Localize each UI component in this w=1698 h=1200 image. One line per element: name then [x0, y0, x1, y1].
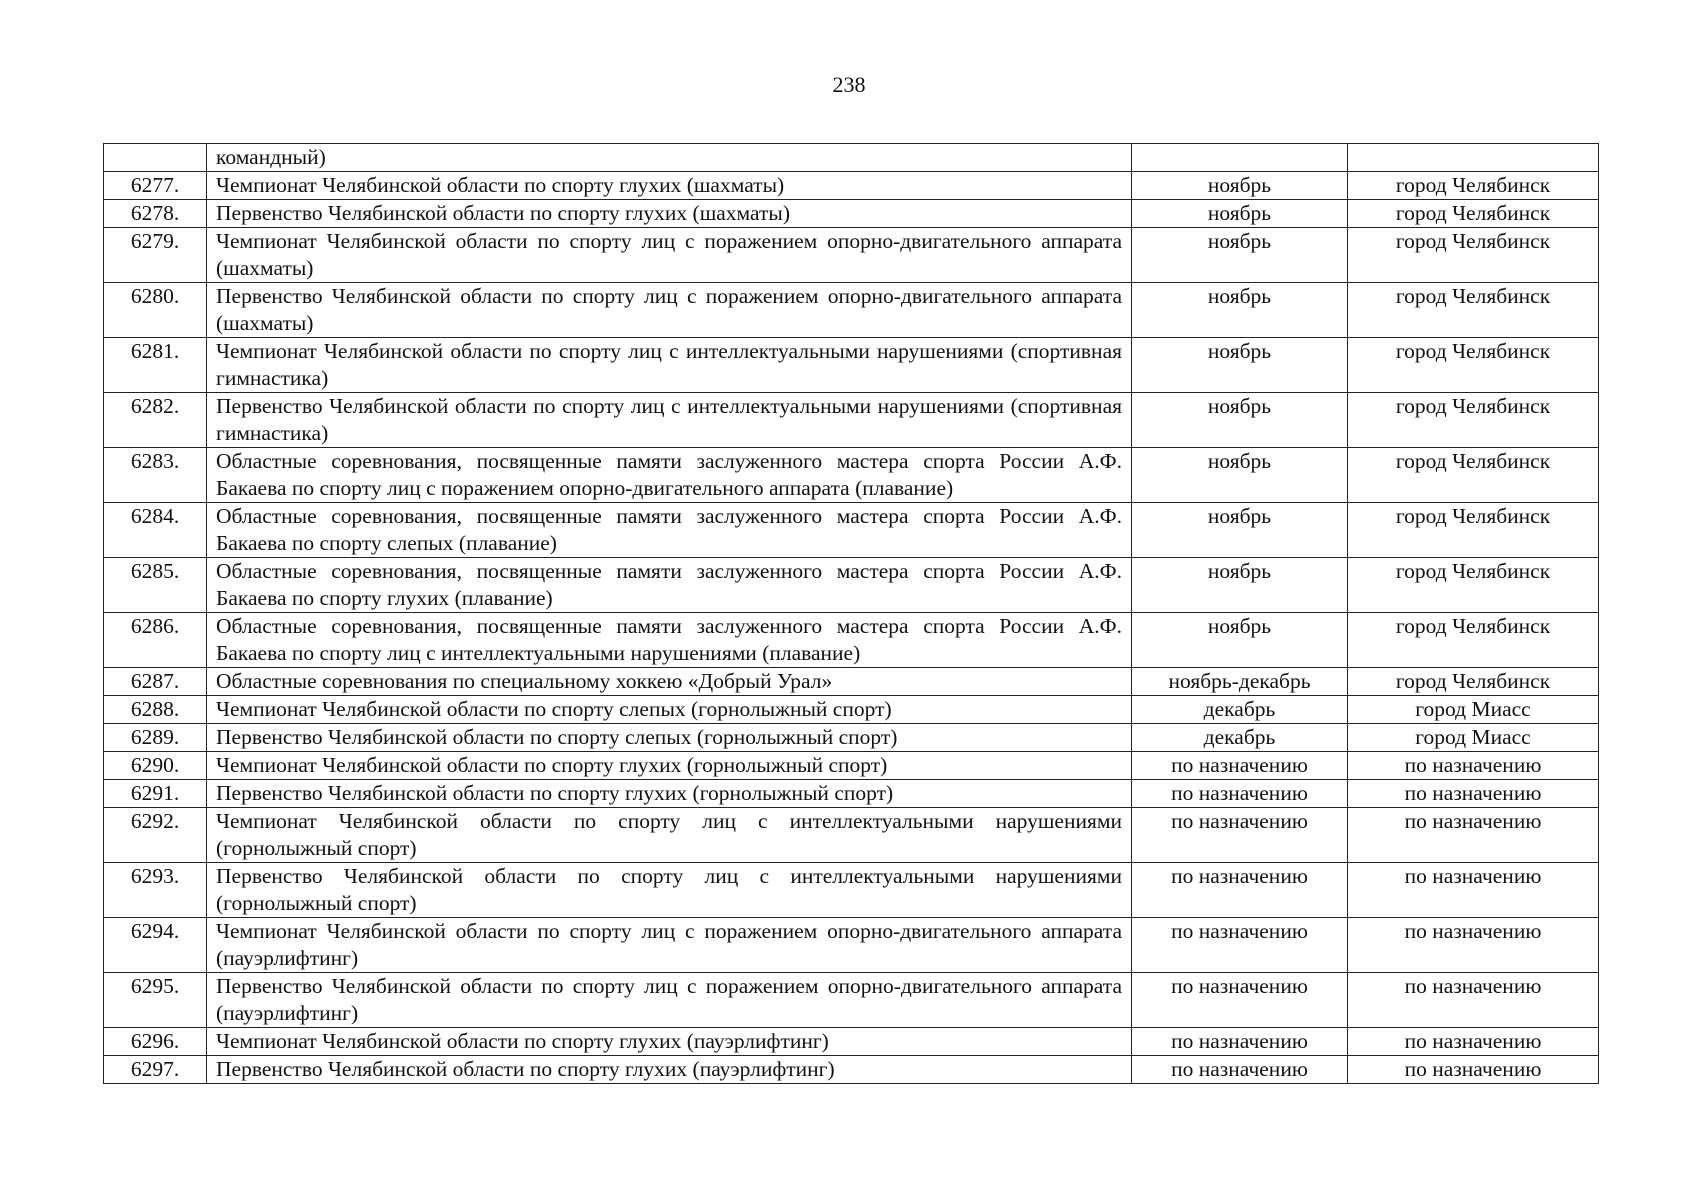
row-number-cell: 6285.: [104, 558, 207, 613]
event-date-cell: по назначению: [1132, 918, 1348, 973]
event-date-cell: ноябрь-декабрь: [1132, 668, 1348, 696]
event-date-cell: [1132, 144, 1348, 172]
table-row: [104, 808, 1599, 863]
table-row: [104, 503, 1599, 558]
events-table-body: [104, 144, 1599, 1084]
event-name-cell: Чемпионат Челябинской области по спорту слепых (горнолыжный спорт): [207, 696, 1132, 724]
event-name-cell: Областные соревнования по специальному хоккею «Добрый Урал»: [207, 668, 1132, 696]
event-place-cell: город Миасс: [1348, 724, 1599, 752]
event-place-cell: город Челябинск: [1348, 503, 1599, 558]
row-number-cell: 6289.: [104, 724, 207, 752]
event-name-cell: Чемпионат Челябинской области по спорту глухих (шахматы): [207, 172, 1132, 200]
event-place-cell: по назначению: [1348, 1028, 1599, 1056]
table-row: [104, 228, 1599, 283]
row-number-cell: 6295.: [104, 973, 207, 1028]
table-row: [104, 393, 1599, 448]
row-number-cell: 6287.: [104, 668, 207, 696]
event-date-cell: декабрь: [1132, 696, 1348, 724]
event-name-cell: Первенство Челябинской области по спорту лиц с поражением опорно-двигательного аппарата (шахматы): [207, 283, 1132, 338]
event-place-cell: город Челябинск: [1348, 283, 1599, 338]
event-date-cell: по назначению: [1132, 1028, 1348, 1056]
table-row: [104, 780, 1599, 808]
event-place-cell: город Челябинск: [1348, 448, 1599, 503]
table-row: [104, 448, 1599, 503]
table-row: [104, 973, 1599, 1028]
event-date-cell: по назначению: [1132, 1056, 1348, 1084]
table-row: [104, 918, 1599, 973]
event-date-cell: по назначению: [1132, 973, 1348, 1028]
event-place-cell: город Челябинск: [1348, 338, 1599, 393]
table-row: [104, 668, 1599, 696]
event-name-cell: Первенство Челябинской области по спорту лиц с поражением опорно-двигательного аппарата (пауэрлифтинг): [207, 973, 1132, 1028]
table-row: [104, 752, 1599, 780]
row-number-cell: 6279.: [104, 228, 207, 283]
table-row: [104, 172, 1599, 200]
row-number-cell: 6277.: [104, 172, 207, 200]
event-name-cell: Чемпионат Челябинской области по спорту лиц с интеллектуальными нарушениями (горнолыжный спорт): [207, 808, 1132, 863]
event-date-cell: ноябрь: [1132, 200, 1348, 228]
row-number-cell: 6278.: [104, 200, 207, 228]
event-date-cell: ноябрь: [1132, 172, 1348, 200]
table-row-continuation: [104, 144, 1599, 172]
table-row: [104, 338, 1599, 393]
event-place-cell: город Челябинск: [1348, 228, 1599, 283]
row-number-cell: 6282.: [104, 393, 207, 448]
event-place-cell: город Челябинск: [1348, 668, 1599, 696]
table-row: [104, 200, 1599, 228]
event-date-cell: ноябрь: [1132, 228, 1348, 283]
table-row: [104, 696, 1599, 724]
page-number: 238: [832, 72, 866, 97]
event-date-cell: ноябрь: [1132, 283, 1348, 338]
event-date-cell: ноябрь: [1132, 448, 1348, 503]
event-name-cell: Областные соревнования, посвященные памяти заслуженного мастера спорта России А.Ф. Бакаева по спорту глухих (плавание): [207, 558, 1132, 613]
event-date-cell: ноябрь: [1132, 338, 1348, 393]
event-date-cell: ноябрь: [1132, 558, 1348, 613]
event-date-cell: по назначению: [1132, 863, 1348, 918]
event-date-cell: по назначению: [1132, 808, 1348, 863]
event-name-cell: Чемпионат Челябинской области по спорту лиц с поражением опорно-двигательного аппарата (шахматы): [207, 228, 1132, 283]
table-row: [104, 613, 1599, 668]
event-name-cell: Первенство Челябинской области по спорту глухих (шахматы): [207, 200, 1132, 228]
event-date-cell: по назначению: [1132, 752, 1348, 780]
event-place-cell: по назначению: [1348, 780, 1599, 808]
row-number-cell: 6291.: [104, 780, 207, 808]
event-name-cell: Чемпионат Челябинской области по спорту лиц с поражением опорно-двигательного аппарата (пауэрлифтинг): [207, 918, 1132, 973]
events-table: [103, 143, 1599, 1084]
event-place-cell: город Челябинск: [1348, 393, 1599, 448]
event-name-cell: Первенство Челябинской области по спорту глухих (пауэрлифтинг): [207, 1056, 1132, 1084]
row-number-cell: [104, 144, 207, 172]
event-name-cell: Первенство Челябинской области по спорту глухих (горнолыжный спорт): [207, 780, 1132, 808]
event-name-cell: Чемпионат Челябинской области по спорту глухих (горнолыжный спорт): [207, 752, 1132, 780]
row-number-cell: 6281.: [104, 338, 207, 393]
table-row: [104, 724, 1599, 752]
event-place-cell: город Челябинск: [1348, 613, 1599, 668]
event-place-cell: [1348, 144, 1599, 172]
event-place-cell: по назначению: [1348, 1056, 1599, 1084]
event-place-cell: по назначению: [1348, 973, 1599, 1028]
event-name-cell: Первенство Челябинской области по спорту лиц с интеллектуальными нарушениями (спортивная гимнастика): [207, 393, 1132, 448]
row-number-cell: 6280.: [104, 283, 207, 338]
event-place-cell: город Миасс: [1348, 696, 1599, 724]
event-place-cell: по назначению: [1348, 863, 1599, 918]
event-date-cell: ноябрь: [1132, 503, 1348, 558]
table-row: [104, 1028, 1599, 1056]
row-number-cell: 6294.: [104, 918, 207, 973]
table-row: [104, 283, 1599, 338]
event-name-cell: Областные соревнования, посвященные памяти заслуженного мастера спорта России А.Ф. Бакаева по спорту лиц с поражением опорно-двигательного аппарата (плавание): [207, 448, 1132, 503]
row-number-cell: 6293.: [104, 863, 207, 918]
row-number-cell: 6283.: [104, 448, 207, 503]
event-place-cell: по назначению: [1348, 808, 1599, 863]
event-name-cell: Первенство Челябинской области по спорту лиц с интеллектуальными нарушениями (горнолыжный спорт): [207, 863, 1132, 918]
table-row: [104, 1056, 1599, 1084]
row-number-cell: 6292.: [104, 808, 207, 863]
event-date-cell: ноябрь: [1132, 613, 1348, 668]
row-number-cell: 6288.: [104, 696, 207, 724]
event-name-cell: Первенство Челябинской области по спорту слепых (горнолыжный спорт): [207, 724, 1132, 752]
event-place-cell: город Челябинск: [1348, 558, 1599, 613]
row-number-cell: 6290.: [104, 752, 207, 780]
event-date-cell: ноябрь: [1132, 393, 1348, 448]
event-name-cell: командный): [207, 144, 1132, 172]
event-name-cell: Областные соревнования, посвященные памяти заслуженного мастера спорта России А.Ф. Бакаева по спорту слепых (плавание): [207, 503, 1132, 558]
event-place-cell: по назначению: [1348, 752, 1599, 780]
event-name-cell: Чемпионат Челябинской области по спорту лиц с интеллектуальными нарушениями (спортивная гимнастика): [207, 338, 1132, 393]
event-place-cell: по назначению: [1348, 918, 1599, 973]
row-number-cell: 6286.: [104, 613, 207, 668]
event-date-cell: по назначению: [1132, 780, 1348, 808]
row-number-cell: 6296.: [104, 1028, 207, 1056]
event-place-cell: город Челябинск: [1348, 200, 1599, 228]
table-row: [104, 863, 1599, 918]
row-number-cell: 6297.: [104, 1056, 207, 1084]
event-place-cell: город Челябинск: [1348, 172, 1599, 200]
event-date-cell: декабрь: [1132, 724, 1348, 752]
table-row: [104, 558, 1599, 613]
event-name-cell: Областные соревнования, посвященные памяти заслуженного мастера спорта России А.Ф. Бакаева по спорту лиц с интеллектуальными нарушениями (плавание): [207, 613, 1132, 668]
event-name-cell: Чемпионат Челябинской области по спорту глухих (пауэрлифтинг): [207, 1028, 1132, 1056]
row-number-cell: 6284.: [104, 503, 207, 558]
